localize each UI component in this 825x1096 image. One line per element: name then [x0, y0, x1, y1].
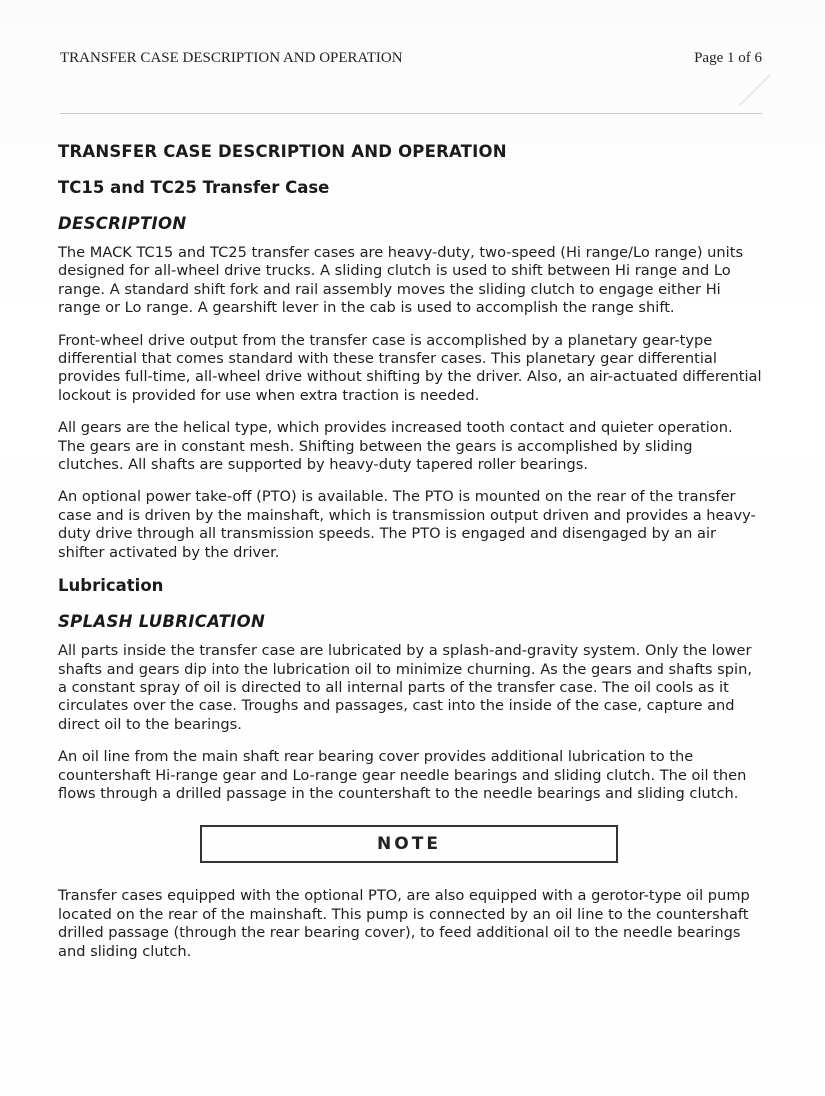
lubrication-heading: Lubrication — [58, 576, 164, 596]
scan-artifact-icon — [735, 70, 775, 110]
splash-lubrication-heading: SPLASH LUBRICATION — [58, 612, 266, 632]
lubrication-paragraph: An oil line from the main shaft rear bearing cover provides additional lubrication to the countershaft Hi-range gear and Lo-range gear needle bearings and sliding clutch. The oil then flows through a drilled passage in the countershaft to the needle bearings and sliding clutch. — [58, 748, 747, 802]
description-paragraph: The MACK TC15 and TC25 transfer cases are heavy-duty, two-speed (Hi range/Lo range) units designed for all-wheel drive trucks. A sliding clutch is used to shift between Hi range and Lo range. A standard shift fork and rail assembly moves the sliding clutch to engage either Hi range or Lo range. A gearshift lever in the cab is used to accomplish the range shift. — [58, 244, 744, 317]
document-body — [58, 140, 762, 961]
description-paragraph: All gears are the helical type, which provides increased tooth contact and quieter operation. The gears are in constant mesh. Shifting between the gears is accomplished by sliding clutches. All shafts are supported by heavy-duty tapered roller bearings. — [58, 419, 733, 474]
description-heading: DESCRIPTION — [58, 214, 187, 233]
note-box: NOTE — [200, 825, 618, 863]
description-paragraph: Front-wheel drive output from the transfer case is accomplished by a planetary gear-type differential that comes standard with these transfer cases. This planetary gear differential provides full-time, all-wheel drive without shifting by the driver. Also, an air-actuated differential lockout is provided for use when extra traction is needed. — [58, 331, 762, 404]
note-paragraph: Transfer cases equipped with the optional PTO, are also equipped with a gerotor-type oil pump located on the rear of the mainshaft. This pump is connected by an oil line to the countershaft drilled passage (through the rear bearing cover), to feed additional oil to the needle bearings and sliding clutch. — [58, 887, 750, 960]
running-header — [60, 50, 762, 67]
description-paragraph: An optional power take-off (PTO) is available. The PTO is mounted on the rear of the transfer case and is driven by the mainshaft, which is transmission output driven and provides a heavy-duty drive through all transmission speeds. The PTO is engaged and disengaged by an air shifter activated by the driver. — [58, 488, 756, 561]
document-subtitle: TC15 and TC25 Transfer Case — [58, 178, 330, 197]
header-divider — [60, 113, 762, 114]
running-header-title: TRANSFER CASE DESCRIPTION AND OPERATION — [60, 50, 403, 66]
page-number: Page 1 of 6 — [694, 50, 762, 66]
document-title: TRANSFER CASE DESCRIPTION AND OPERATION — [58, 142, 507, 161]
lubrication-paragraph: All parts inside the transfer case are lubricated by a splash-and-gravity system. Only the lower shafts and gears dip into the lubrication oil to minimize churning. As the gears and shafts spin, a constant spray of oil is directed to all internal parts of the transfer case. The oil cools as it circulates over the case. Troughs and passages, cast into the inside of the case, capture and direct oil to the bearings. — [58, 642, 752, 733]
